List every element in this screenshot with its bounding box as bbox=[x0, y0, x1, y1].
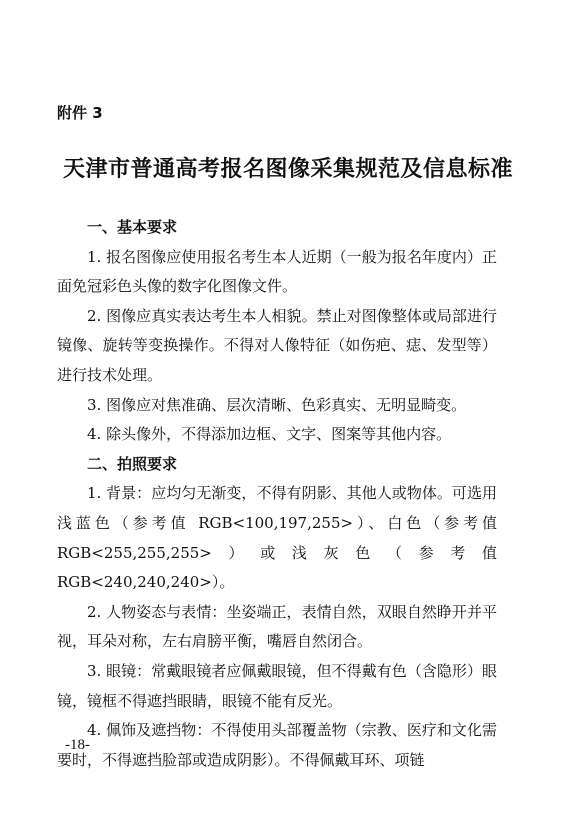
attachment-label: 附件 3 bbox=[57, 104, 103, 122]
paragraph: 2. 人物姿态与表情：坐姿端正，表情自然，双眼自然睁开并平视，耳朵对称，左右肩膀平衡，嘴唇自然闭合。 bbox=[57, 602, 497, 651]
section-heading-photo: 二、拍照要求 bbox=[87, 454, 178, 473]
paragraph: 3. 眼镜：常戴眼镜者应佩戴眼镜，但不得戴有色（含隐形）眼镜，镜框不得遮挡眼睛，眼镜不能有反光。 bbox=[57, 661, 497, 710]
section-heading-basic: 一、基本要求 bbox=[87, 218, 178, 236]
paragraph: 1. 背景：应均匀无渐变，不得有阴影、其他人或物体。可选用浅蓝色（参考值 RGB<100,197,255>）、白色（参考值 RGB<255,255,255>）或浅灰色（参考值 RGB<240,240,240>）。 bbox=[57, 484, 497, 592]
document-title: 天津市普通高考报名图像采集规范及信息标准 bbox=[62, 156, 513, 182]
paragraph: 4. 佩饰及遮挡物：不得使用头部覆盖物（宗教、医疗和文化需要时，不得遮挡脸部或造成阴影）。不得佩戴耳环、项链 bbox=[57, 721, 497, 769]
document-body bbox=[57, 213, 497, 775]
page-number: -18- bbox=[65, 737, 90, 753]
paragraph: 1. 报名图像应使用报名考生本人近期（一般为报名年度内）正面免冠彩色头像的数字化图像文件。 bbox=[57, 247, 497, 296]
paragraph: 4. 除头像外，不得添加边框、文字、图案等其他内容。 bbox=[87, 425, 452, 444]
paragraph: 3. 图像应对焦准确、层次清晰、色彩真实、无明显畸变。 bbox=[87, 395, 467, 414]
paragraph: 2. 图像应真实表达考生本人相貌。禁止对图像整体或局部进行镜像、旋转等变换操作。不得对人像特征（如伤疤、痣、发型等）进行技术处理。 bbox=[57, 306, 497, 384]
